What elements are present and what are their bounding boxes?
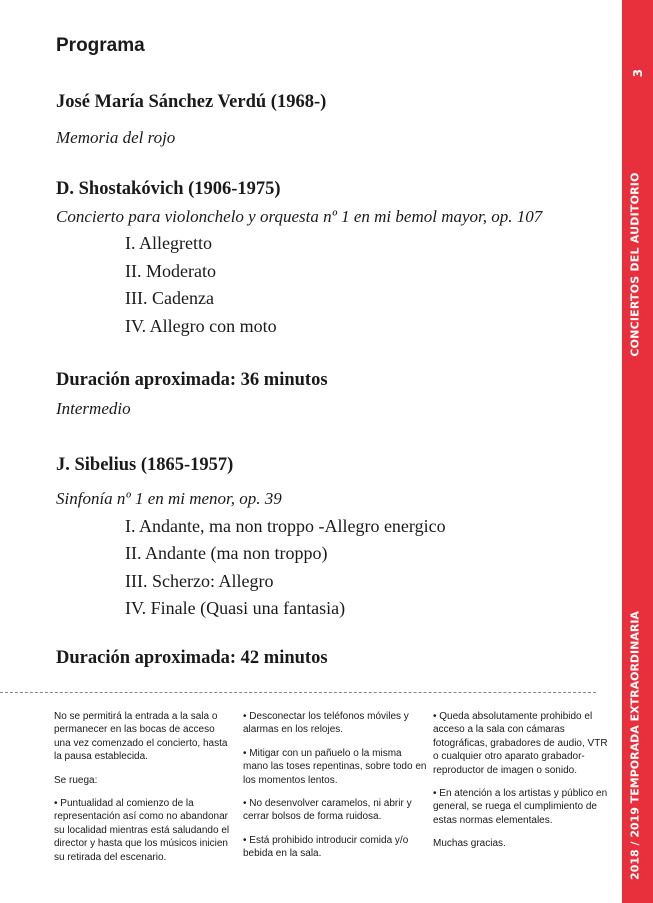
note-paragraph: • Queda absolutamente prohibido el acceso a la sala con cámaras fotográficas, grabadores de audio, VTR o cualquier otro aparato grabador-reproductor de imagen o sonido. [433,711,608,776]
work-cello-concerto: Concierto para violonchelo y orquesta nº 1 en mi bemol mayor, op. 107 [56,207,543,226]
page-title: Programa [56,35,145,56]
intermission: Intermedio [56,399,131,418]
notes-column-3 [433,710,615,861]
movement: I. Andante, ma non troppo -Allegro energico [125,516,446,536]
note-paragraph: • Desconectar los teléfonos móviles y alarmas en los relojes. [243,711,409,736]
note-paragraph: Muchas gracias. [433,838,506,850]
note-paragraph: • No desenvolver caramelos, ni abrir y cerrar bolsos de forma ruidosa. [243,798,412,823]
movement: IV. Finale (Quasi una fantasia) [125,598,346,618]
note-paragraph: • Está prohibido introducir comida y/o bebida en la sala. [243,834,409,860]
note-paragraph: • Mitigar con un pañuelo o la misma mano las toses repentinas, sobre todo en los momentos lentos. [243,747,427,786]
page-number: 3 [631,68,645,78]
duration-part-2: Duración aproximada: 42 minutos [56,648,328,668]
composer-sibelius: J. Sibelius (1865-1957) [56,455,234,475]
movement: I. Allegretto [125,233,212,253]
movement: III. Cadenza [125,288,214,308]
movement: II. Andante (ma non troppo) [125,543,328,563]
composer-shostakovich: D. Shostakóvich (1906-1975) [56,179,281,199]
notes-column-1 [54,710,234,874]
movement: IV. Allegro con moto [125,316,277,336]
work-symphony-1: Sinfonía nº 1 en mi menor, op. 39 [56,489,282,508]
work-memoria-del-rojo: Memoria del rojo [56,128,176,147]
series-title: CONCIERTOS DEL AUDITORIO [628,172,642,357]
note-paragraph: No se permitirá la entrada a la sala o permanecer en las bocas de acceso una vez comenzado el concierto, hasta la pausa establecida. [54,711,228,763]
composer-sanchez-verdu: José María Sánchez Verdú (1968-) [56,92,327,112]
movement: II. Moderato [125,261,216,281]
movement: III. Scherzo: Allegro [125,571,274,591]
note-paragraph: • En atención a los artistas y público en general, se ruega el cumplimiento de estas normas elementales. [433,788,608,826]
note-paragraph: Se ruega: [54,774,98,786]
note-paragraph: • Puntualidad al comienzo de la representación así como no abandonar su localidad mientras está saludando el director y hasta que los músicos inicien su retirada del escenario. [54,798,230,863]
notes-column-2 [243,710,428,871]
season-title: 2018 / 2019 TEMPORADA EXTRAORDINARIA [628,611,642,880]
divider [0,692,596,693]
duration-part-1: Duración aproximada: 36 minutos [56,370,328,390]
